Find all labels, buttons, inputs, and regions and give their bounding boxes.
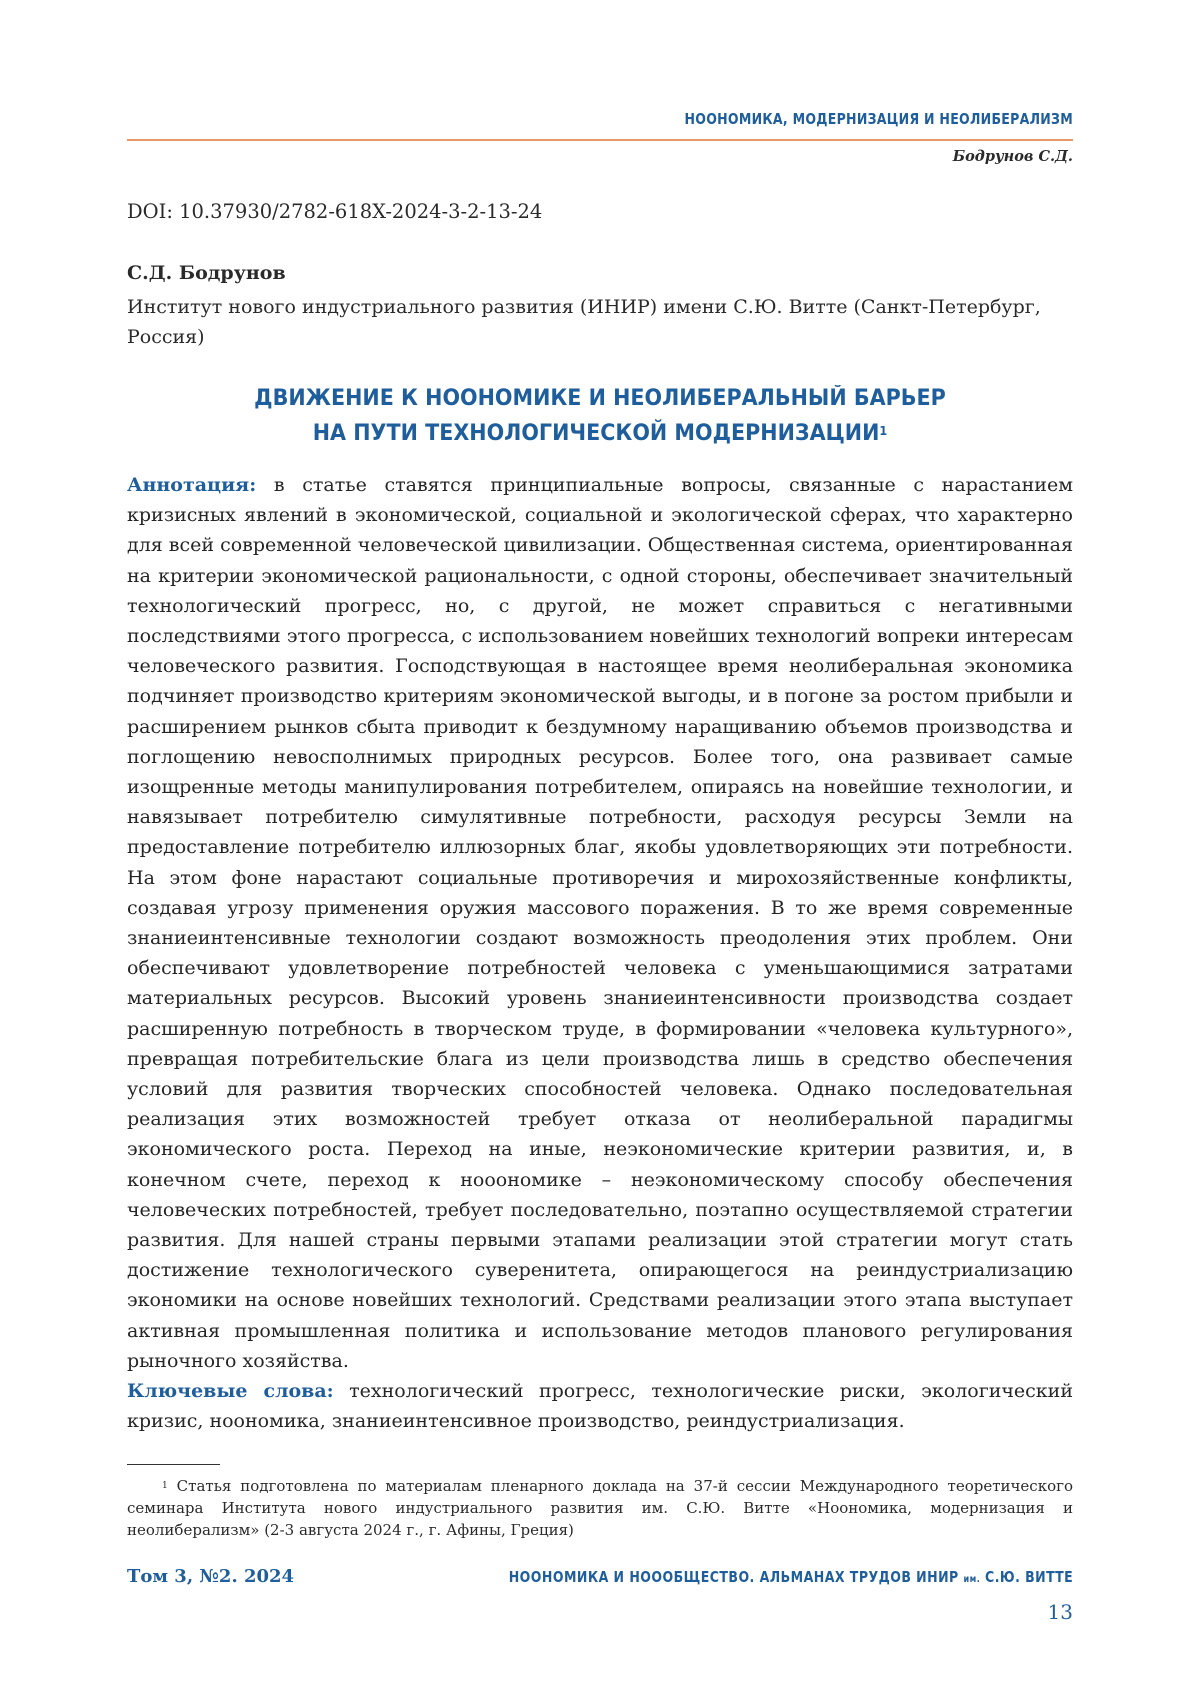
doi: DOI: 10.37930/2782-618X-2024-3-2-13-24 [127,200,542,223]
keywords [127,1376,1073,1436]
footnote-divider [127,1464,220,1465]
article-title [155,381,1044,451]
footer-journal [509,1568,1073,1586]
footnote-mark: 1 [162,1481,168,1491]
keywords-label: Ключевые слова: [127,1380,334,1402]
running-head-author: Бодрунов С.Д. [953,148,1073,165]
title-footnote-mark: 1 [879,424,887,438]
footnote-text: Статья подготовлена по материалам пленарного доклада на 37-й сессии Международного теоретического семинара Института нового индустриального развития им. С.Ю. Витте «Ноономика, модернизация и неолиберализм» (2-3 августа 2024 г., г. Афины, Греция) [127,1477,1073,1539]
header-divider [127,139,1073,141]
page-number: 13 [1048,1600,1073,1624]
abstract-text: в статье ставятся принципиальные вопросы, связанные с нарастанием кризисных явлений в экономической, социальной и экологической сферах, что характерно для всей современной человеческой цивилизации. Общественная система, ориентированная на критерии экономической рациональности, с одной стороны, обеспечивает значительный технологический прогресс, но, с другой, не может справиться с негативными последствиями этого прогресса, с использованием новейших технологий вопреки интересам человеческого развития. Господствующая в настоящее время неолиберальная экономика подчиняет производство критериям экономической выгоды, и в погоне за ростом прибыли и расширением рынков сбыта приводит к бездумному наращиванию объемов производства и поглощению невосполнимых природных ресурсов. Более того, она развивает самые изощренные методы манипулирования потребителем, опираясь на новейшие технологии, и навязывает потребителю симулятивные потребности, расходуя ресурсы Земли на предоставление потребителю иллюзорных благ, якобы удовлетворяющих эти потребности. На этом фоне нарастают социальные противоречия и мирохозяйственные конфликты, создавая угрозу применения оружия массового поражения. В то же время современные знаниеинтенсивные технологии создают возможность преодоления этих проблем. Они обеспечивают удовлетворение потребностей человека с уменьшающимися затратами материальных ресурсов. Высокий уровень знаниеинтенсивности производства создает расширенную потребность в творческом труде, в формировании «человека культурного», превращая потребительские блага из цели производства лишь в средство обеспечения условий для развития творческих способностей человека. Однако последовательная реализация этих возможностей требует отказа от неолиберальной парадигмы экономического роста. Переход на иные, неэкономические критерии развития, и, в конечном счете, переход к нооономике – неэкономическому способу обеспечения человеческих потребностей, требует последовательно, поэтапно осуществляемой стратегии развития. Для нашей страны первыми этапами реализации этой стратегии могут стать достижение технологического суверенитета, опирающегося на реиндустриализацию экономики на основе новейших технологий. Средствами реализации этого этапа выступает активная промышленная политика и использование методов планового регулирования рыночного хозяйства. [127,474,1073,1372]
keywords-text: технологический прогресс, технологические риски, экологический кризис, ноономика, знаниеинтенсивное производство, реиндустриализация. [127,1380,1073,1432]
abstract-label: Аннотация: [127,474,256,496]
title-line-2 [155,416,1044,451]
footer-journal-part1: НООНОМИКА И НООOБЩЕСТВО. АЛЬМАНАХ ТРУДОВ ИНИР [509,1568,959,1586]
title-line-1: ДВИЖЕНИЕ К НООНОМИКЕ И НЕОЛИБЕРАЛЬНЫЙ БАРЬЕР [155,381,1044,416]
author-name: С.Д. Бодрунов [127,262,286,284]
author-affiliation: Институт нового индустриального развития (ИНИР) имени С.Ю. Витте (Санкт-Петербург, Россия) [127,292,1073,352]
footer-journal-part2: С.Ю. ВИТТЕ [985,1568,1073,1586]
title-line-2-text: НА ПУТИ ТЕХНОЛОГИЧЕСКОЙ МОДЕРНИЗАЦИИ [313,421,880,446]
running-head-section: НООНОМИКА, МОДЕРНИЗАЦИЯ И НЕОЛИБЕРАЛИЗМ [222,110,1073,128]
footer-journal-im: им. [963,1574,980,1585]
abstract-block [127,470,1073,1437]
footer-volume: Том 3, №2. 2024 [127,1566,294,1587]
footnote [127,1475,1073,1541]
abstract [127,470,1073,1376]
